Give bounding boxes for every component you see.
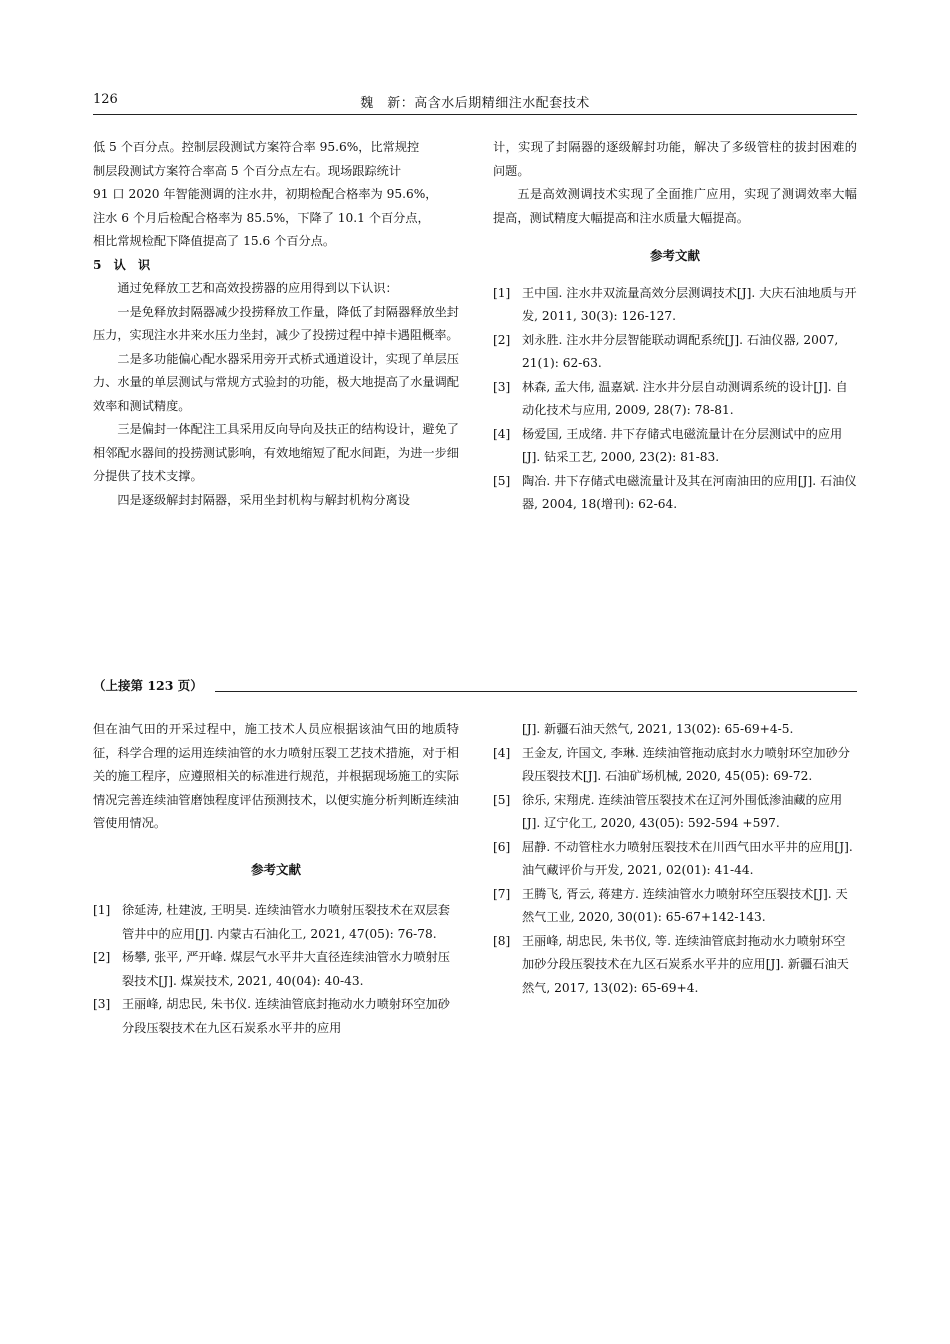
references-title: 参考文献 <box>250 861 301 877</box>
section-heading: 5 认 识 <box>93 257 151 272</box>
reference-text: 林森, 孟大伟, 温嘉斌. 注水井分层自动测调系统的设计[J]. 自动化技术与应用, 2009, 28(7): 78-81. <box>522 379 848 417</box>
references-title: 参考文献 <box>649 248 700 263</box>
body-line: 制层段测试方案符合率高 5 个百分点左右。现场跟踪统计 <box>93 163 402 178</box>
reference-number: [8] <box>493 933 511 948</box>
reference-item <box>493 423 857 470</box>
reference-text: 刘永胜. 注水井分层智能联动调配系统[J]. 石油仪器, 2007, 21(1): 62-63. <box>522 332 839 370</box>
upper-right-column <box>493 136 857 517</box>
body-line: 91 口 2020 年智能测调的注水井，初期检配合格率为 95.6%， <box>93 187 438 201</box>
reference-item <box>493 718 857 742</box>
reference-item <box>493 883 857 930</box>
reference-text: 王金友, 许国文, 李琳. 连续油管拖动底封水力喷射环空加砂分段压裂技术[J]. 石油矿场机械, 2020, 45(05): 69-72. <box>522 745 850 783</box>
paragraph: 四是逐级解封封隔器，采用坐封机构与解封机构分离设 <box>117 492 410 507</box>
reference-text: [J]. 新疆石油天然气, 2021, 13(02): 65-69+4-5. <box>522 722 794 736</box>
body-line: 注水 6 个月后检配合格率为 85.5%，下降了 10.1 个百分点， <box>93 210 430 225</box>
continuation-label: （上接第 123 页） <box>93 678 203 693</box>
reference-text: 杨攀, 张平, 严开峰. 煤层气水平井大直径连续油管水力喷射压裂技术[J]. 煤炭技术, 2021, 40(04): 40-43. <box>122 950 450 988</box>
reference-number: [5] <box>493 792 511 807</box>
reference-number: [5] <box>493 473 511 488</box>
reference-item <box>493 329 857 376</box>
reference-item <box>93 899 459 946</box>
upper-left-column <box>93 136 459 512</box>
reference-text: 王丽峰, 胡忠民, 朱书仪. 连续油管底封拖动水力喷射环空加砂分段压裂技术在九区石炭系水平井的应用 <box>122 997 450 1035</box>
page-number: 126 <box>93 92 118 107</box>
reference-item <box>493 789 857 836</box>
reference-item <box>493 836 857 883</box>
reference-item <box>493 376 857 423</box>
reference-number: [2] <box>93 950 111 964</box>
paragraph: 计，实现了封隔器的逐级解封功能，解决了多级管柱的拔封困难的问题。 <box>493 140 857 178</box>
reference-number: [3] <box>493 379 511 394</box>
reference-text: 杨爱国, 王成绪. 井下存储式电磁流量计在分层测试中的应用[J]. 钻采工艺, 2000, 23(2): 81-83. <box>522 426 843 464</box>
reference-text: 徐乐, 宋翔虎. 连续油管压裂技术在辽河外围低渗油藏的应用[J]. 辽宁化工, 2020, 43(05): 592-594 +597. <box>522 792 843 830</box>
reference-text: 王中国. 注水井双流量高效分层测调技术[J]. 大庆石油地质与开发, 2011, 30(3): 126-127. <box>522 285 857 323</box>
reference-text: 陶冶. 井下存储式电磁流量计及其在河南油田的应用[J]. 石油仪器, 2004, 18(增刊): 62-64. <box>522 473 857 511</box>
reference-number: [2] <box>493 332 511 347</box>
reference-text: 屈静. 不动管柱水力喷射压裂技术在川西气田水平井的应用[J]. 油气藏评价与开发, 2021, 02(01): 41-44. <box>522 839 853 877</box>
paragraph: 三是偏封一体配注工具采用反向导向及扶正的结构设计，避免了相邻配水器间的投捞测试影响，有效地缩短了配水间距，为进一步细分提供了技术支撑。 <box>93 422 459 483</box>
continuation-rule <box>215 691 857 692</box>
paragraph: 但在油气田的开采过程中，施工技术人员应根据该油气田的地质特征，科学合理的运用连续油管的水力喷射压裂工艺技术措施，对于相关的施工程序，应遵照相关的标准进行规范，并根据现场施工的实际情况完善连续油管磨蚀程度评估预测技术，以便实施分析判断连续油管使用情况。 <box>93 722 459 830</box>
reference-number <box>493 718 522 742</box>
body-line: 低 5 个百分点。控制层段测试方案符合率 95.6%，比常规控 <box>93 140 420 154</box>
reference-number: [3] <box>93 997 111 1011</box>
paragraph: 五是高效测调技术实现了全面推广应用，实现了测调效率大幅提高，测试精度大幅提高和注水质量大幅提高。 <box>493 187 857 225</box>
reference-number: [1] <box>493 285 511 300</box>
reference-number: [7] <box>493 886 511 901</box>
reference-number: [6] <box>493 839 511 854</box>
reference-item <box>493 470 857 517</box>
reference-item <box>493 742 857 789</box>
lower-right-column <box>493 718 857 1000</box>
body-line: 相比常规检配下降值提高了 15.6 个百分点。 <box>93 234 336 248</box>
lower-left-column <box>93 718 459 1040</box>
header-rule <box>93 114 857 115</box>
reference-text: 徐延涛, 杜建波, 王明昊. 连续油管水力喷射压裂技术在双层套管井中的应用[J]. 内蒙古石油化工, 2021, 47(05): 76-78. <box>122 903 450 941</box>
reference-item <box>93 993 459 1040</box>
reference-text: 王腾飞, 胥云, 蒋建方. 连续油管水力喷射环空压裂技术[J]. 天然气工业, 2020, 30(01): 65-67+142-143. <box>522 886 848 924</box>
reference-number: [4] <box>493 426 511 441</box>
running-title: 魏 新：高含水后期精细注水配套技术 <box>360 96 590 111</box>
reference-number: [1] <box>93 903 111 917</box>
reference-item <box>493 282 857 329</box>
paragraph: 通过免释放工艺和高效投捞器的应用得到以下认识： <box>117 281 398 295</box>
paragraph: 二是多功能偏心配水器采用旁开式桥式通道设计，实现了单层压力、水量的单层测试与常规方式验封的功能，极大地提高了水量调配效率和测试精度。 <box>93 351 459 413</box>
continuation-bar <box>93 675 857 695</box>
reference-item <box>493 930 857 1001</box>
reference-text: 王丽峰, 胡忠民, 朱书仪, 等. 连续油管底封拖动水力喷射环空加砂分段压裂技术在九区石炭系水平井的应用[J]. 新疆石油天然气, 2017, 13(02): 65-69+4. <box>522 933 849 995</box>
reference-number: [4] <box>493 745 511 760</box>
reference-item <box>93 946 459 993</box>
paragraph: 一是免释放封隔器减少投捞释放工作量，降低了封隔器释放坐封压力，实现注水井来水压力坐封，减少了投捞过程中掉卡遇阻概率。 <box>93 304 459 342</box>
